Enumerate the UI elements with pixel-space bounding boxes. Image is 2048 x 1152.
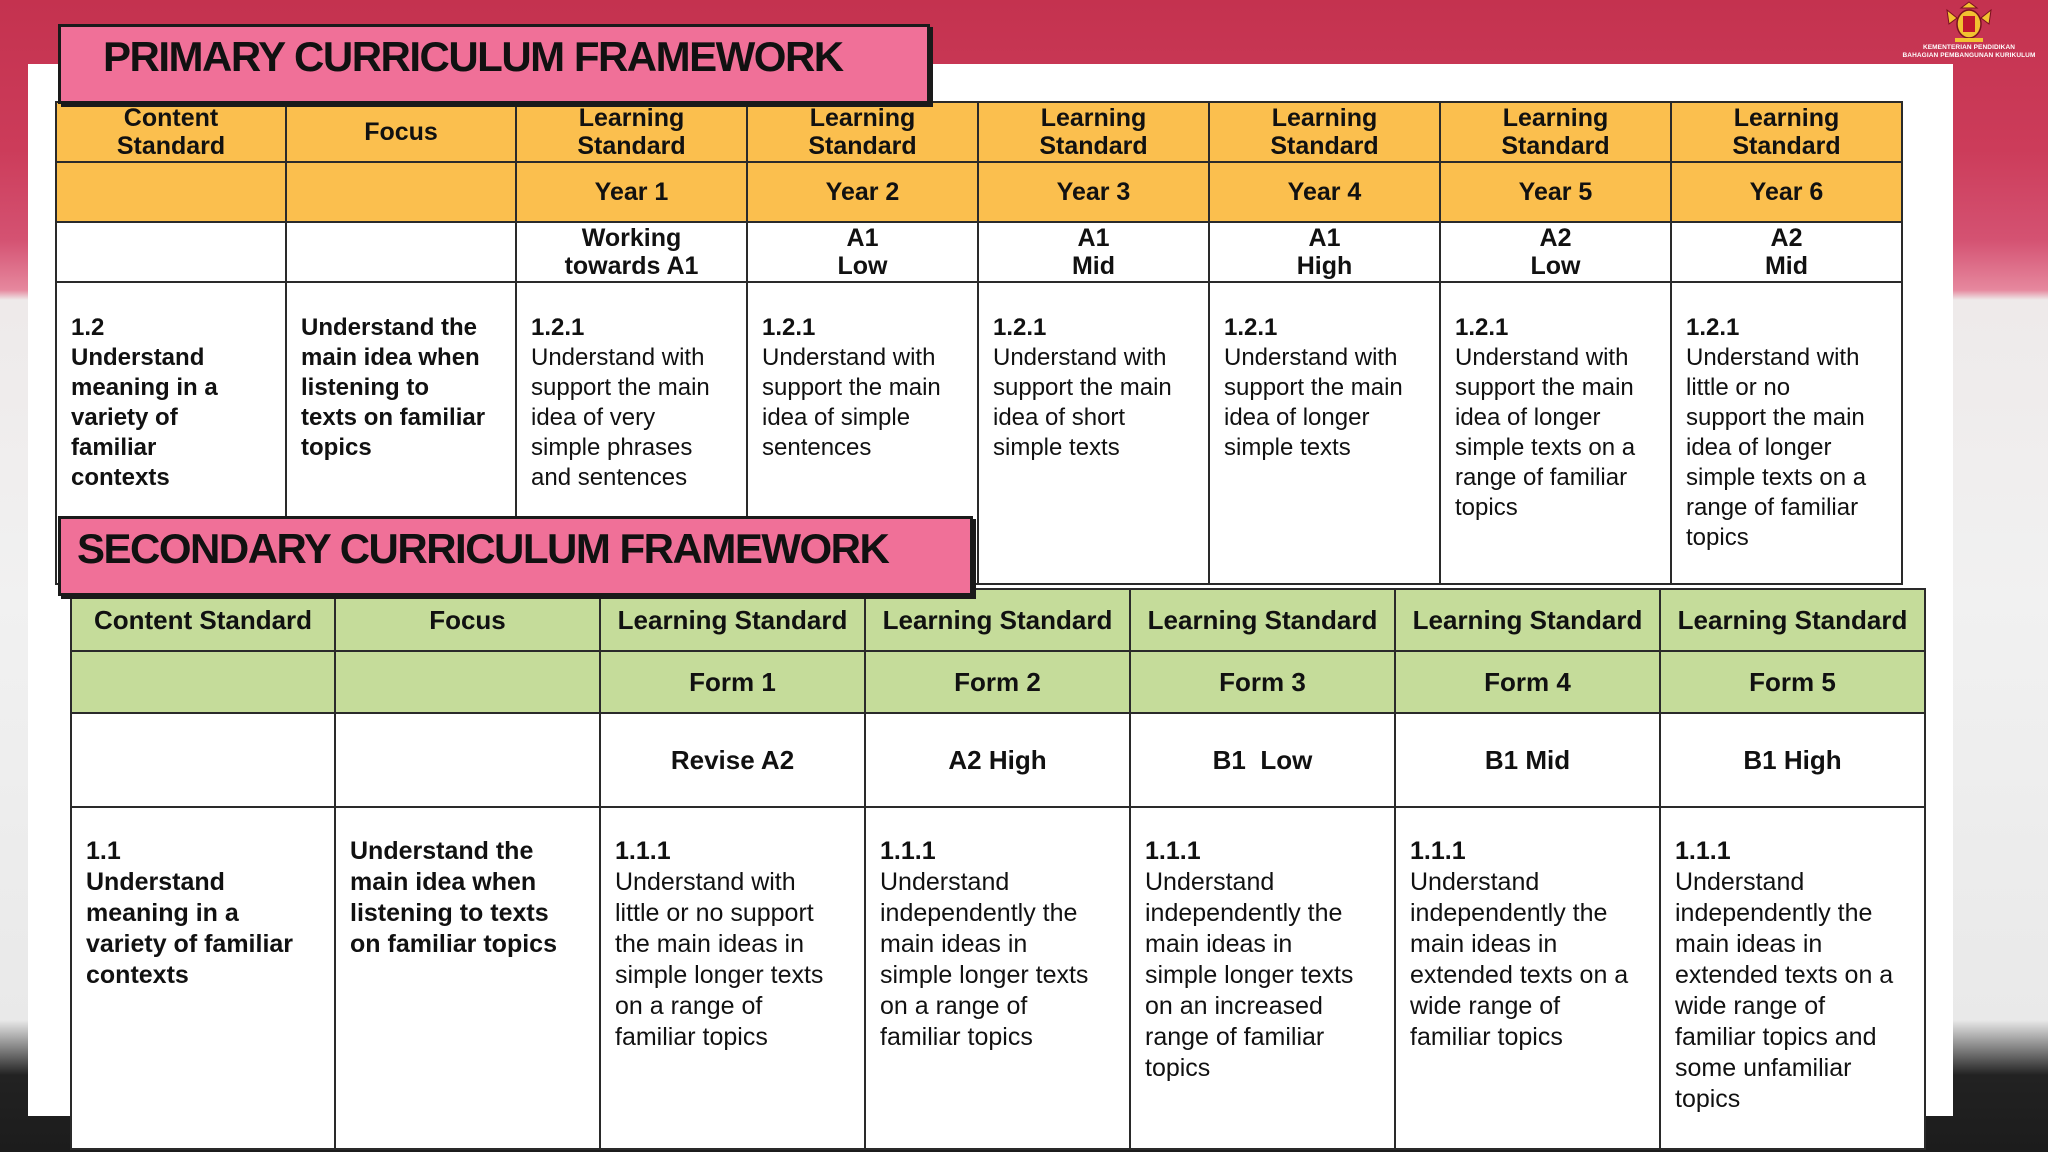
level-cell: Working towards A1 xyxy=(516,222,747,282)
header-learning-standard: Learning Standard xyxy=(1395,589,1660,651)
year-cell: Year 2 xyxy=(747,162,978,222)
level-cell: A2 Mid xyxy=(1671,222,1902,282)
form-cell xyxy=(71,651,335,713)
level-cell: B1 Low xyxy=(1130,713,1395,807)
level-cell xyxy=(56,222,286,282)
level-cell: B1 High xyxy=(1660,713,1925,807)
learning-standard-cell: 1.2.1 Understand with support the main idea of short simple texts xyxy=(978,282,1209,584)
level-cell: A1 High xyxy=(1209,222,1440,282)
form-cell: Form 3 xyxy=(1130,651,1395,713)
learning-standard-cell: 1.2.1 Understand with support the main idea of longer simple texts xyxy=(1209,282,1440,584)
logo-line-division: BAHAGIAN PEMBANGUNAN KURIKULUM xyxy=(1902,52,2036,59)
learning-standard-cell: 1.2.1 Understand with support the main idea of very simple phrases and sentences xyxy=(516,282,747,584)
learning-standard-cell: 1.1.1 Understand independently the main ideas in simple longer texts on a range of familiar topics xyxy=(865,807,1130,1149)
secondary-framework-banner: SECONDARY CURRICULUM FRAMEWORK xyxy=(58,516,973,596)
secondary-framework-table xyxy=(70,588,1926,1150)
year-cell xyxy=(56,162,286,222)
header-learning-standard: Learning Standard xyxy=(865,589,1130,651)
learning-standard-cell: 1.1.1 Understand independently the main ideas in simple longer texts on an increased range of familiar topics xyxy=(1130,807,1395,1149)
year-cell: Year 4 xyxy=(1209,162,1440,222)
year-cell: Year 1 xyxy=(516,162,747,222)
header-learning-standard: Learning Standard xyxy=(1660,589,1925,651)
primary-year-row xyxy=(56,162,1902,222)
focus-cell: Understand the main idea when listening to texts on familiar topics xyxy=(335,807,600,1149)
secondary-header-row xyxy=(71,589,1925,651)
learning-standard-cell: 1.1.1 Understand independently the main ideas in extended texts on a wide range of familiar topics and some unfamiliar topics xyxy=(1660,807,1925,1149)
level-cell: A1 Low xyxy=(747,222,978,282)
level-cell: B1 Mid xyxy=(1395,713,1660,807)
learning-standard-cell: 1.2.1 Understand with support the main idea of longer simple texts on a range of familiar topics xyxy=(1440,282,1671,584)
level-cell: A1 Mid xyxy=(978,222,1209,282)
logo-line-ministry: KEMENTERIAN PENDIDIKAN xyxy=(1922,44,2016,51)
level-cell: Revise A2 xyxy=(600,713,865,807)
primary-level-row xyxy=(56,222,1902,282)
header-learning-standard: Learning Standard xyxy=(747,102,978,162)
header-content-standard: Content Standard xyxy=(56,102,286,162)
primary-framework-table xyxy=(55,101,1903,585)
learning-standard-cell: 1.1.1 Understand independently the main ideas in extended texts on a wide range of familiar topics xyxy=(1395,807,1660,1149)
learning-standard-cell: 1.2.1 Understand with support the main idea of simple sentences xyxy=(747,282,978,584)
content-standard-cell: 1.1 Understand meaning in a variety of familiar contexts xyxy=(71,807,335,1149)
primary-framework-banner: PRIMARY CURRICULUM FRAMEWORK xyxy=(58,24,930,104)
header-learning-standard: Learning Standard xyxy=(1671,102,1902,162)
secondary-content-row xyxy=(71,807,1925,1149)
learning-standard-cell: 1.1.1 Understand with little or no support the main ideas in simple longer texts on a range of familiar topics xyxy=(600,807,865,1149)
form-cell xyxy=(335,651,600,713)
ministry-logo xyxy=(1890,0,2048,70)
year-cell xyxy=(286,162,516,222)
level-cell: A2 Low xyxy=(1440,222,1671,282)
header-focus: Focus xyxy=(335,589,600,651)
primary-header-row xyxy=(56,102,1902,162)
header-content-standard: Content Standard xyxy=(71,589,335,651)
form-cell: Form 1 xyxy=(600,651,865,713)
form-cell: Form 2 xyxy=(865,651,1130,713)
level-cell: A2 High xyxy=(865,713,1130,807)
level-cell xyxy=(335,713,600,807)
crest-icon xyxy=(1939,0,1999,44)
header-learning-standard: Learning Standard xyxy=(1440,102,1671,162)
secondary-form-row xyxy=(71,651,1925,713)
level-cell xyxy=(71,713,335,807)
form-cell: Form 4 xyxy=(1395,651,1660,713)
year-cell: Year 3 xyxy=(978,162,1209,222)
header-learning-standard: Learning Standard xyxy=(600,589,865,651)
focus-cell: Understand the main idea when listening to texts on familiar topics xyxy=(286,282,516,584)
header-learning-standard: Learning Standard xyxy=(978,102,1209,162)
header-learning-standard: Learning Standard xyxy=(1209,102,1440,162)
header-learning-standard: Learning Standard xyxy=(516,102,747,162)
level-cell xyxy=(286,222,516,282)
form-cell: Form 5 xyxy=(1660,651,1925,713)
learning-standard-cell: 1.2.1 Understand with little or no support the main idea of longer simple texts on a range of familiar topics xyxy=(1671,282,1902,584)
year-cell: Year 5 xyxy=(1440,162,1671,222)
secondary-level-row xyxy=(71,713,1925,807)
content-standard-cell: 1.2 Understand meaning in a variety of familiar contexts xyxy=(56,282,286,584)
header-focus: Focus xyxy=(286,102,516,162)
header-learning-standard: Learning Standard xyxy=(1130,589,1395,651)
year-cell: Year 6 xyxy=(1671,162,1902,222)
